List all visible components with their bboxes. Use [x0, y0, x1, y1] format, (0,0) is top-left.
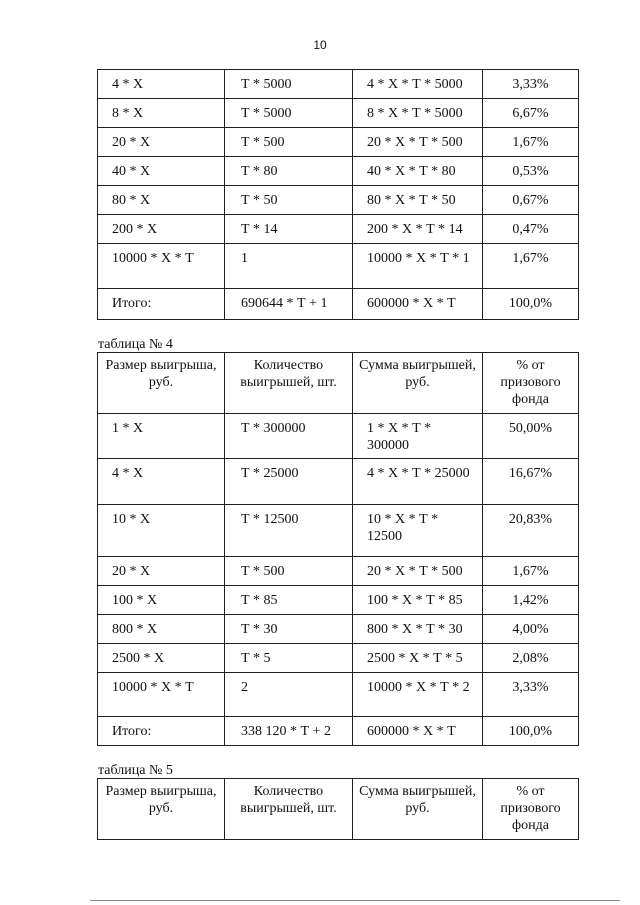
cell-fund-percent: 0,47%: [483, 215, 579, 244]
table5-caption: таблица № 5: [98, 763, 173, 778]
cell-win-sum: 4 * Х * Т * 5000: [353, 70, 483, 99]
table3-body: [98, 70, 579, 320]
cell-fund-percent: 3,33%: [483, 673, 579, 717]
cell-fund-percent: 0,53%: [483, 157, 579, 186]
header-fund-percent: % от призового фонда: [483, 353, 579, 414]
table-row: [98, 459, 579, 505]
header-win-sum: Сумма выигрышей, руб.: [353, 779, 483, 840]
cell-win-count: Т * 85: [225, 586, 353, 615]
table-row: [98, 157, 579, 186]
cell-win-sum: 4 * Х * Т * 25000: [353, 459, 483, 505]
cell-prize-size: Итого:: [98, 717, 225, 746]
cell-prize-size: 20 * Х: [98, 128, 225, 157]
cell-win-count: Т * 30: [225, 615, 353, 644]
cell-win-sum: 20 * Х * Т * 500: [353, 557, 483, 586]
table-header-row: [98, 353, 579, 414]
cell-prize-size: 4 * Х: [98, 459, 225, 505]
cell-win-sum: 80 * Х * Т * 50: [353, 186, 483, 215]
table-row: [98, 644, 579, 673]
cell-prize-size: 4 * Х: [98, 70, 225, 99]
cell-prize-size: 10 * Х: [98, 505, 225, 557]
cell-win-sum: 600000 * Х * Т: [353, 717, 483, 746]
cell-win-sum: 100 * Х * Т * 85: [353, 586, 483, 615]
header-fund-percent: % от призового фонда: [483, 779, 579, 840]
header-win-count: Количество выигрышей, шт.: [225, 353, 353, 414]
cell-fund-percent: 4,00%: [483, 615, 579, 644]
cell-fund-percent: 0,67%: [483, 186, 579, 215]
cell-win-count: 690644 * Т + 1: [225, 289, 353, 320]
table-row: [98, 673, 579, 717]
table-row: [98, 586, 579, 615]
cell-win-count: 338 120 * Т + 2: [225, 717, 353, 746]
header-win-sum: Сумма выигрышей, руб.: [353, 353, 483, 414]
cell-prize-size: 40 * Х: [98, 157, 225, 186]
header-win-count: Количество выигрышей, шт.: [225, 779, 353, 840]
cell-win-count: Т * 80: [225, 157, 353, 186]
cell-fund-percent: 100,0%: [483, 717, 579, 746]
table-row: [98, 128, 579, 157]
cell-win-count: Т * 14: [225, 215, 353, 244]
table4-caption: таблица № 4: [98, 337, 173, 352]
prize-table-3-continued: [97, 69, 579, 320]
cell-win-sum: 40 * Х * Т * 80: [353, 157, 483, 186]
cell-win-count: Т * 500: [225, 128, 353, 157]
cell-prize-size: 80 * Х: [98, 186, 225, 215]
cell-prize-size: 10000 * Х * Т: [98, 244, 225, 289]
table-row: [98, 414, 579, 459]
cell-fund-percent: 6,67%: [483, 99, 579, 128]
table-row: [98, 244, 579, 289]
cell-prize-size: 1 * Х: [98, 414, 225, 459]
table-row: [98, 615, 579, 644]
cell-win-sum: 10000 * Х * Т * 2: [353, 673, 483, 717]
cell-win-count: Т * 5000: [225, 99, 353, 128]
cell-win-sum: 2500 * Х * Т * 5: [353, 644, 483, 673]
cell-fund-percent: 1,67%: [483, 557, 579, 586]
table-row: [98, 505, 579, 557]
header-prize-size: Размер выигрыша, руб.: [98, 353, 225, 414]
cell-win-count: Т * 25000: [225, 459, 353, 505]
cell-prize-size: 8 * Х: [98, 99, 225, 128]
table-row: [98, 70, 579, 99]
table4-body: [98, 353, 579, 746]
cell-fund-percent: 1,42%: [483, 586, 579, 615]
cell-win-count: Т * 300000: [225, 414, 353, 459]
cell-win-count: Т * 12500: [225, 505, 353, 557]
table-row: [98, 186, 579, 215]
cell-fund-percent: 100,0%: [483, 289, 579, 320]
cell-fund-percent: 1,67%: [483, 128, 579, 157]
cell-win-sum: 1 * Х * Т * 300000: [353, 414, 483, 459]
cell-fund-percent: 2,08%: [483, 644, 579, 673]
table-header-row: [98, 779, 579, 840]
cell-win-sum: 8 * Х * Т * 5000: [353, 99, 483, 128]
cell-fund-percent: 1,67%: [483, 244, 579, 289]
cell-fund-percent: 50,00%: [483, 414, 579, 459]
prize-table-5: [97, 778, 579, 840]
cell-win-sum: 800 * Х * Т * 30: [353, 615, 483, 644]
header-prize-size: Размер выигрыша, руб.: [98, 779, 225, 840]
cell-prize-size: 800 * Х: [98, 615, 225, 644]
cell-win-count: Т * 5: [225, 644, 353, 673]
cell-win-count: 1: [225, 244, 353, 289]
table-row: [98, 289, 579, 320]
cell-fund-percent: 20,83%: [483, 505, 579, 557]
cell-win-count: Т * 500: [225, 557, 353, 586]
cell-fund-percent: 16,67%: [483, 459, 579, 505]
cell-prize-size: 2500 * Х: [98, 644, 225, 673]
cell-win-sum: 10 * Х * Т * 12500: [353, 505, 483, 557]
cell-win-sum: 20 * Х * Т * 500: [353, 128, 483, 157]
cell-prize-size: 200 * Х: [98, 215, 225, 244]
scan-edge-line: [90, 900, 620, 901]
cell-win-count: 2: [225, 673, 353, 717]
table5-body: [98, 779, 579, 840]
table-row: [98, 215, 579, 244]
page-number: 10: [313, 38, 327, 52]
cell-win-sum: 10000 * Х * Т * 1: [353, 244, 483, 289]
table-row: [98, 557, 579, 586]
cell-prize-size: 20 * Х: [98, 557, 225, 586]
cell-prize-size: 100 * Х: [98, 586, 225, 615]
cell-prize-size: 10000 * Х * Т: [98, 673, 225, 717]
cell-prize-size: Итого:: [98, 289, 225, 320]
cell-win-sum: 200 * Х * Т * 14: [353, 215, 483, 244]
cell-win-sum: 600000 * Х * Т: [353, 289, 483, 320]
cell-fund-percent: 3,33%: [483, 70, 579, 99]
table-row: [98, 717, 579, 746]
cell-win-count: Т * 50: [225, 186, 353, 215]
table-row: [98, 99, 579, 128]
prize-table-4: [97, 352, 579, 746]
cell-win-count: Т * 5000: [225, 70, 353, 99]
